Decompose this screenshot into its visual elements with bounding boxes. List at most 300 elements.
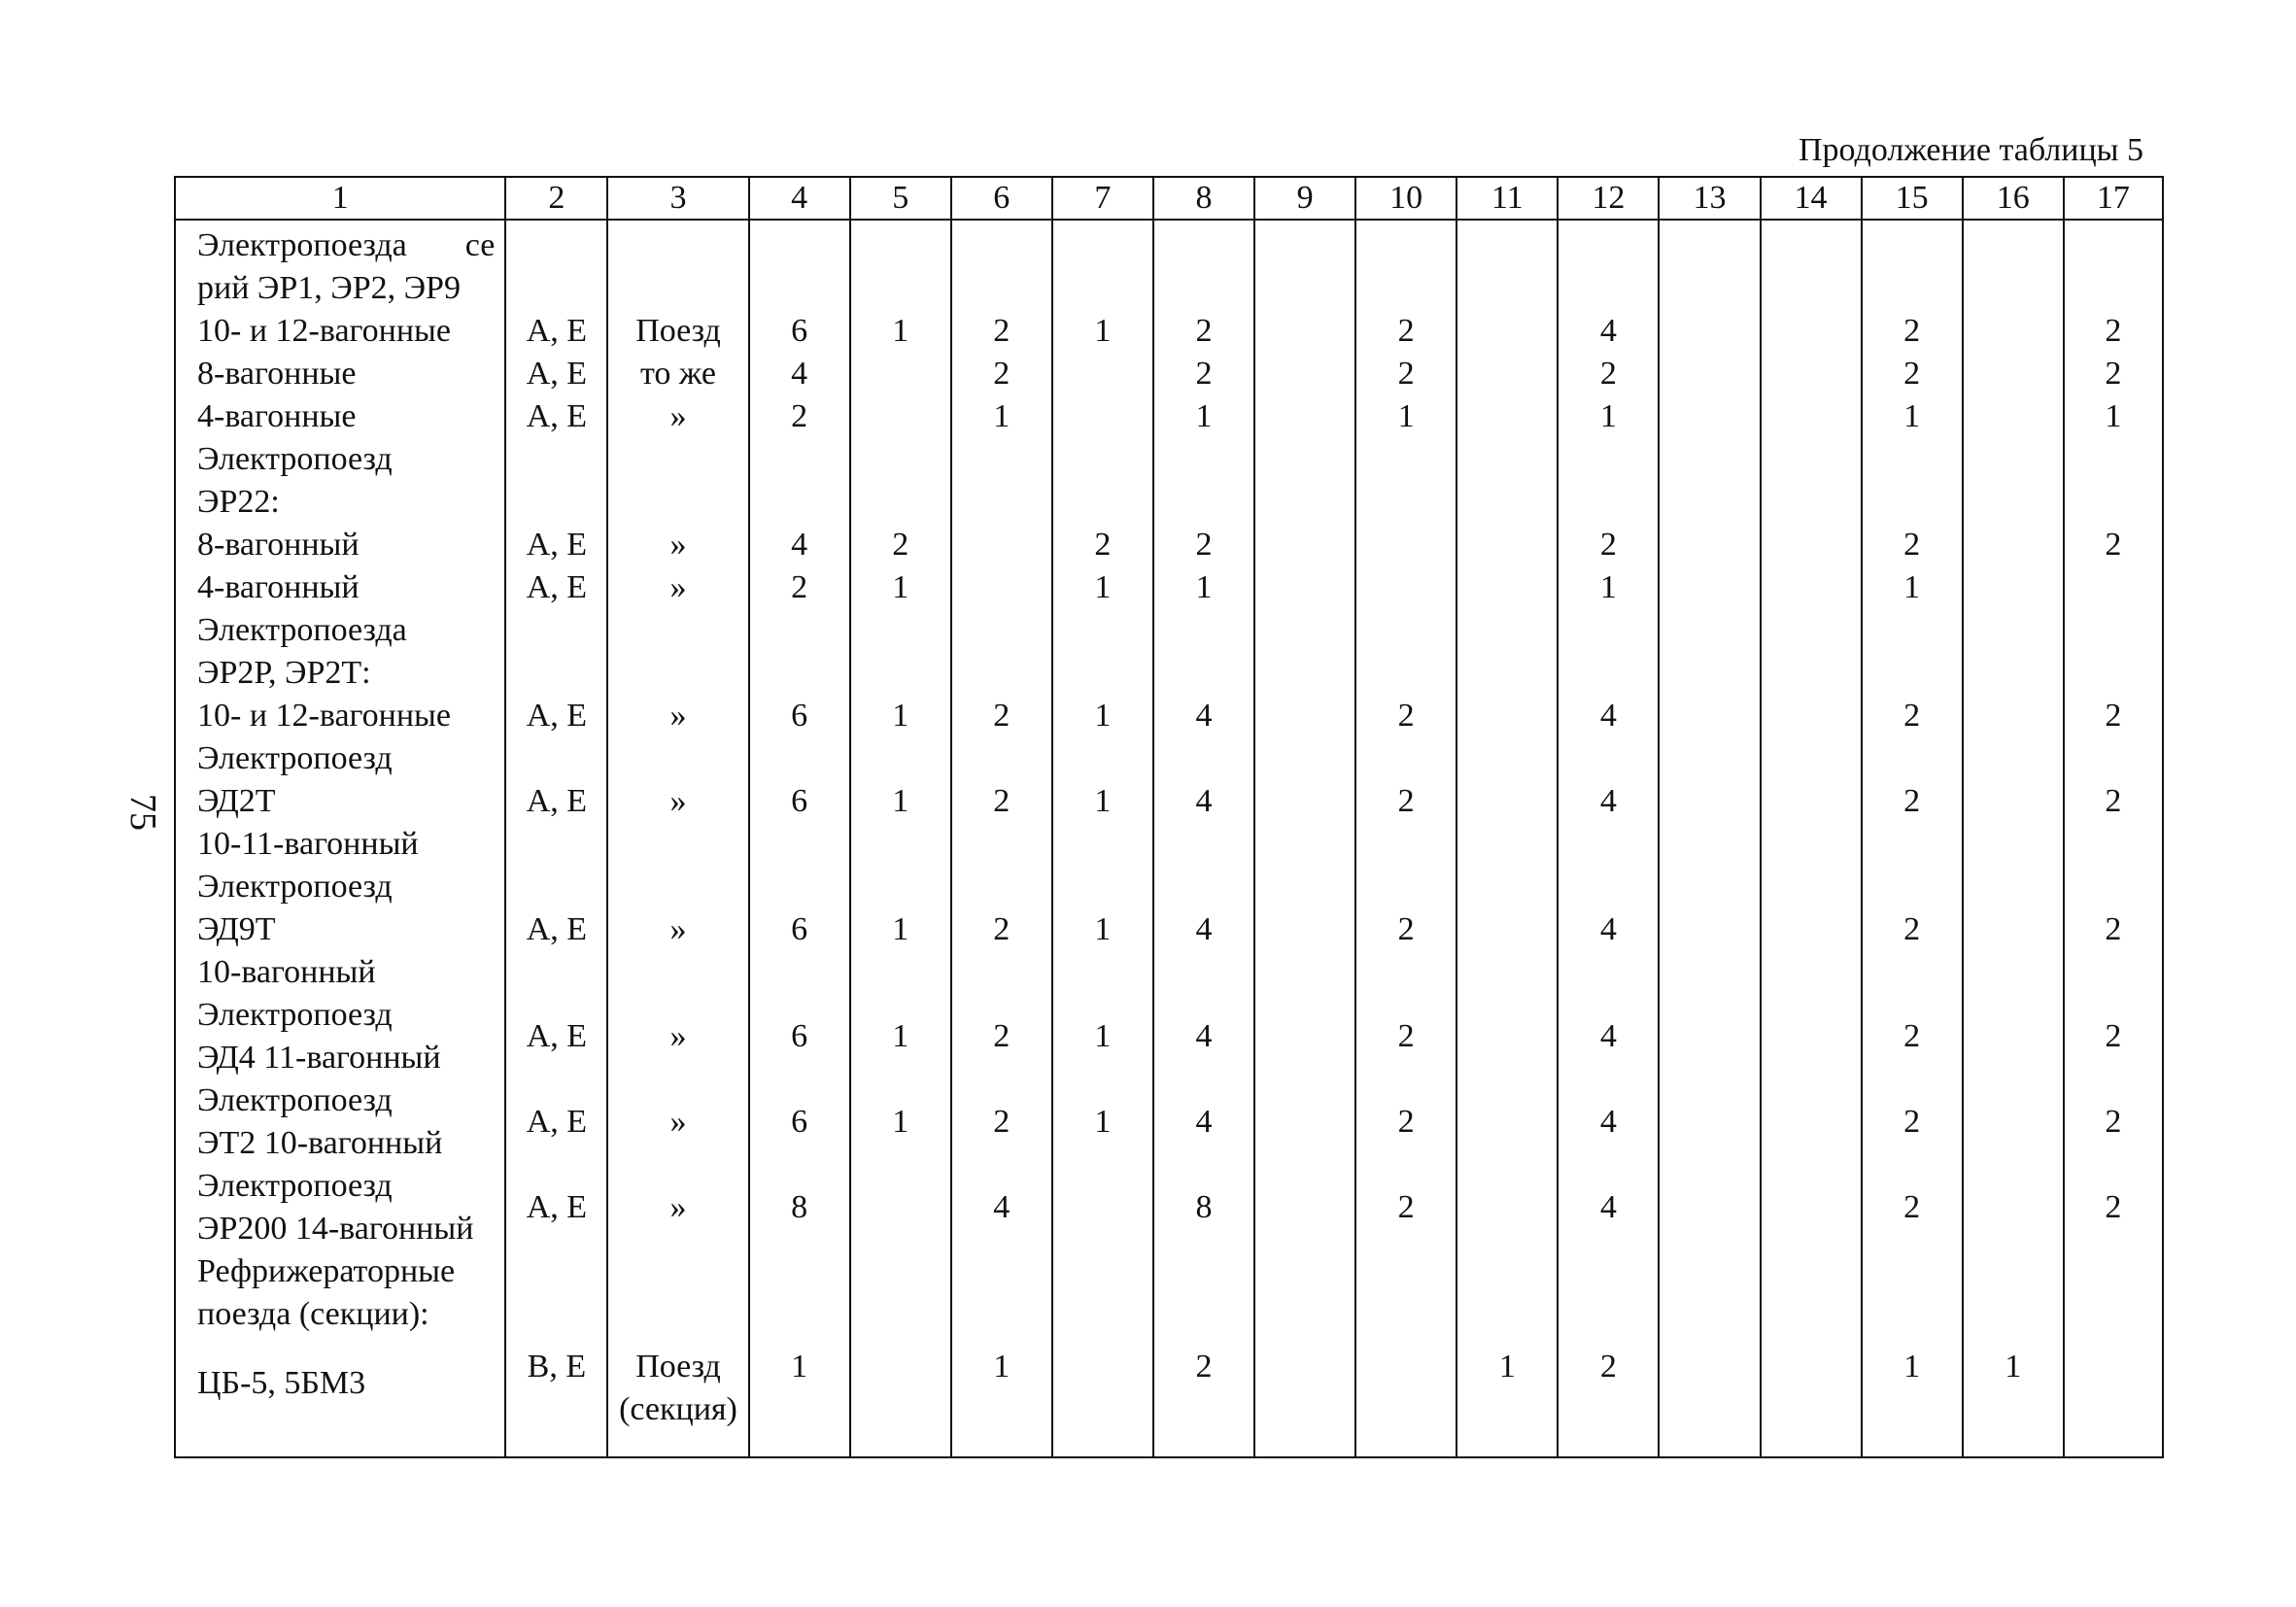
table-cell (607, 1250, 748, 1336)
col-header: 1 (175, 177, 505, 220)
table-cell: 1 (1052, 994, 1153, 1079)
table-cell (1963, 395, 2064, 438)
row-name (175, 737, 505, 866)
table-cell (1963, 1079, 2064, 1165)
table-cell: 2 (951, 737, 1052, 866)
row-name-line: ЦБ-5, 5БМ3 (197, 1365, 366, 1401)
table-cell (1963, 1250, 2064, 1336)
table-cell (1659, 566, 1760, 609)
table-cell: » (607, 566, 748, 609)
table-cell (1761, 220, 1862, 310)
table-cell (1963, 866, 2064, 994)
table-cell (1963, 695, 2064, 737)
table-cell: 2 (951, 1079, 1052, 1165)
table-cell: 1 (1862, 1336, 1963, 1457)
table-cell: то же (607, 353, 748, 395)
equipment-table (174, 176, 2164, 1458)
table-cell (1456, 395, 1558, 438)
table-cell (1456, 1079, 1558, 1165)
table-row (175, 524, 2163, 566)
table-cell: А, Е (505, 395, 607, 438)
row-name-line: Электропоезд (197, 1082, 393, 1118)
row-name (175, 310, 505, 353)
table-cell (1153, 609, 1254, 695)
table-cell: 1 (1052, 566, 1153, 609)
table-cell (505, 1250, 607, 1336)
table-cell (1254, 353, 1355, 395)
table-cell: 4 (1153, 1079, 1254, 1165)
table-cell (1761, 994, 1862, 1079)
table-cell (2064, 220, 2163, 310)
table-cell (1456, 609, 1558, 695)
table-cell (850, 1250, 951, 1336)
table-row (175, 994, 2163, 1079)
table-cell (1254, 438, 1355, 524)
row-name (175, 1165, 505, 1250)
table-cell: 4 (1558, 1079, 1659, 1165)
table-cell: 2 (749, 395, 850, 438)
table-cell (1052, 1250, 1153, 1336)
table-cell: 2 (1355, 695, 1456, 737)
row-name-line: 4-вагонный (197, 569, 360, 605)
table-cell: 6 (749, 737, 850, 866)
table-cell: 2 (1862, 1165, 1963, 1250)
table-cell: 4 (1558, 866, 1659, 994)
table-cell: » (607, 524, 748, 566)
col-header: 11 (1456, 177, 1558, 220)
table-cell: А, Е (505, 994, 607, 1079)
row-name (175, 1079, 505, 1165)
table-cell: 2 (1153, 524, 1254, 566)
table-cell: 1 (1862, 395, 1963, 438)
table-cell (1456, 353, 1558, 395)
table-cell: Поезд (607, 310, 748, 353)
table-cell (1659, 609, 1760, 695)
table-cell (505, 438, 607, 524)
row-name-line: ЭР22: (197, 484, 280, 520)
table-cell: 4 (749, 524, 850, 566)
table-cell (1862, 609, 1963, 695)
row-name (175, 353, 505, 395)
table-cell: 2 (1862, 524, 1963, 566)
row-name-line: ЭД9Т (197, 911, 276, 947)
table-cell: 2 (2064, 1165, 2163, 1250)
table-cell: 2 (951, 353, 1052, 395)
row-name (175, 438, 505, 524)
row-name (175, 695, 505, 737)
row-name-line: 8-вагонные (197, 356, 357, 392)
table-cell (505, 220, 607, 310)
table-cell (1862, 1250, 1963, 1336)
table-cell (1761, 395, 1862, 438)
table-cell: 2 (1355, 994, 1456, 1079)
table-cell (2064, 566, 2163, 609)
table-cell (749, 609, 850, 695)
table-cell: 8 (1153, 1165, 1254, 1250)
table-cell: » (607, 695, 748, 737)
table-cell (1963, 353, 2064, 395)
table-cell (607, 220, 748, 310)
row-name-line: 10-11-вагонный (197, 826, 419, 862)
table-cell (1659, 1165, 1760, 1250)
table-cell: 2 (1862, 1079, 1963, 1165)
table-cell (1659, 695, 1760, 737)
table-cell: 1 (1153, 395, 1254, 438)
table-cell (1963, 310, 2064, 353)
row-name-line: Электропоезд (197, 441, 393, 477)
col-header: 4 (749, 177, 850, 220)
table-cell (1254, 566, 1355, 609)
table-cell (1862, 438, 1963, 524)
table-cell: 4 (1153, 866, 1254, 994)
table-cell: 1 (850, 1079, 951, 1165)
table-cell: 2 (850, 524, 951, 566)
table-cell: 1 (951, 1336, 1052, 1457)
table-cell (749, 1250, 850, 1336)
col-header: 10 (1355, 177, 1456, 220)
table-cell: 2 (1355, 737, 1456, 866)
row-name-line: ЭД2Т (197, 783, 276, 819)
table-cell: 2 (2064, 310, 2163, 353)
table-cell (1456, 1165, 1558, 1250)
row-name (175, 566, 505, 609)
col-header: 14 (1761, 177, 1862, 220)
table-cell (1558, 438, 1659, 524)
table-cell (1355, 609, 1456, 695)
table-cell: 4 (1153, 737, 1254, 866)
table-cell (1963, 524, 2064, 566)
table-cell: 4 (951, 1165, 1052, 1250)
table-row (175, 737, 2163, 866)
table-row (175, 866, 2163, 994)
table-cell: 1 (2064, 395, 2163, 438)
table-cell: 2 (1355, 1079, 1456, 1165)
table-cell (1456, 695, 1558, 737)
table-cell (951, 524, 1052, 566)
table-cell (1052, 220, 1153, 310)
row-name-line: ЭТ2 10-вагонный (197, 1125, 443, 1161)
table-body (175, 220, 2163, 1457)
table-cell: А, Е (505, 1079, 607, 1165)
table-cell: 2 (1862, 353, 1963, 395)
table-cell: 2 (1862, 994, 1963, 1079)
row-name-line: Электропоезд (197, 869, 393, 905)
table-row (175, 609, 2163, 695)
row-name-line: ЭР2Р, ЭР2Т: (197, 655, 371, 691)
table-cell (1254, 609, 1355, 695)
table-cell: 1 (850, 866, 951, 994)
row-name-line: Электропоезд (197, 1168, 393, 1204)
table-cell (1052, 609, 1153, 695)
table-cell: 4 (1153, 695, 1254, 737)
table-cell: 4 (1558, 1165, 1659, 1250)
table-cell: 1 (1052, 695, 1153, 737)
table-cell: А, Е (505, 737, 607, 866)
table-cell (1254, 994, 1355, 1079)
table-cell: 2 (2064, 524, 2163, 566)
table-cell (1761, 1165, 1862, 1250)
table-cell (1659, 1250, 1760, 1336)
table-cell (1761, 1079, 1862, 1165)
table-cell: 2 (1558, 524, 1659, 566)
table-cell: » (607, 866, 748, 994)
table-cell (1254, 1250, 1355, 1336)
table-row (175, 395, 2163, 438)
table-cell: » (607, 395, 748, 438)
table-cell (1456, 310, 1558, 353)
col-header: 16 (1963, 177, 2064, 220)
table-cell (1456, 438, 1558, 524)
table-cell: 2 (951, 866, 1052, 994)
row-name (175, 220, 505, 310)
table-cell: 4 (1153, 994, 1254, 1079)
table-cell: 4 (1558, 737, 1659, 866)
table-cell (850, 220, 951, 310)
table-row (175, 1079, 2163, 1165)
table-cell (1963, 1165, 2064, 1250)
table-row (175, 695, 2163, 737)
table-caption: Продолжение таблицы 5 (1798, 132, 2143, 168)
table-cell: » (607, 1165, 748, 1250)
table-row (175, 438, 2163, 524)
table-cell (1456, 737, 1558, 866)
table-cell (1659, 395, 1760, 438)
table-cell: 1 (850, 994, 951, 1079)
table-cell (1659, 1336, 1760, 1457)
row-name (175, 524, 505, 566)
row-name (175, 1250, 505, 1336)
table-cell (1456, 524, 1558, 566)
header-row (175, 177, 2163, 220)
table-cell: А, Е (505, 310, 607, 353)
table-row (175, 310, 2163, 353)
table-cell: 4 (1558, 695, 1659, 737)
row-name-line: 10- и 12-вагонные (197, 698, 451, 734)
row-name (175, 994, 505, 1079)
table-cell (951, 1250, 1052, 1336)
table-cell (1355, 220, 1456, 310)
row-name-line: Электропоезд (197, 997, 393, 1033)
row-name-line (197, 224, 504, 267)
table-cell: 2 (951, 994, 1052, 1079)
table-cell (1558, 609, 1659, 695)
table-cell: 1 (1052, 1079, 1153, 1165)
table-row (175, 353, 2163, 395)
row-name-line: поезда (секции): (197, 1296, 429, 1332)
table-cell (1052, 353, 1153, 395)
table-cell (1153, 220, 1254, 310)
table-cell (1355, 524, 1456, 566)
table-cell (1456, 1250, 1558, 1336)
row-name-line: рий ЭР1, ЭР2, ЭР9 (197, 270, 461, 306)
table-cell (1052, 1336, 1153, 1457)
table-cell: 2 (2064, 994, 2163, 1079)
table-cell: 4 (1558, 994, 1659, 1079)
col-header: 17 (2064, 177, 2163, 220)
table-cell (1456, 220, 1558, 310)
table-cell (505, 609, 607, 695)
table-cell: А, Е (505, 524, 607, 566)
table-cell (2064, 609, 2163, 695)
table-cell: 2 (2064, 695, 2163, 737)
table-cell: » (607, 1079, 748, 1165)
row-name-line: Рефрижераторные (197, 1253, 456, 1289)
table-cell (1659, 737, 1760, 866)
table-cell: В, Е (505, 1336, 607, 1457)
table-cell: 2 (1558, 353, 1659, 395)
table-cell: 2 (1558, 1336, 1659, 1457)
table-cell: 2 (749, 566, 850, 609)
row-name-line: 10- и 12-вагонные (197, 313, 451, 349)
table-cell (1254, 695, 1355, 737)
table-cell (1761, 866, 1862, 994)
row-name-line: 4-вагонные (197, 398, 357, 434)
table-cell (1761, 1336, 1862, 1457)
table-cell (1254, 1336, 1355, 1457)
row-name-line: Электропоезд (197, 740, 393, 776)
table-cell: 6 (749, 1079, 850, 1165)
table-cell (1153, 1250, 1254, 1336)
table-cell: 1 (1052, 866, 1153, 994)
table-cell (1963, 994, 2064, 1079)
row-name-line: ЭД4 11-вагонный (197, 1040, 441, 1076)
table-cell: 8 (749, 1165, 850, 1250)
table-cell (1355, 438, 1456, 524)
table-cell: » (607, 994, 748, 1079)
table-cell: А, Е (505, 866, 607, 994)
table-cell (1254, 866, 1355, 994)
table-cell (951, 566, 1052, 609)
table-cell (951, 220, 1052, 310)
table-cell (1761, 310, 1862, 353)
table-cell (1761, 1250, 1862, 1336)
row-name-line: ЭР200 14-вагонный (197, 1211, 474, 1247)
table-cell: 1 (951, 395, 1052, 438)
table-cell: 2 (2064, 737, 2163, 866)
table-cell (2064, 438, 2163, 524)
row-name-line: 8-вагонный (197, 527, 360, 563)
table-cell: 2 (1355, 310, 1456, 353)
table-cell: 2 (1862, 695, 1963, 737)
table-cell (1659, 866, 1760, 994)
table-cell (1355, 1250, 1456, 1336)
table-cell: А, Е (505, 566, 607, 609)
table-cell (2064, 1336, 2163, 1457)
table-cell: 2 (1153, 310, 1254, 353)
table-cell (850, 395, 951, 438)
table-cell (1254, 310, 1355, 353)
table-cell (1456, 566, 1558, 609)
table-cell (1659, 220, 1760, 310)
table-cell (1659, 1079, 1760, 1165)
table-cell (1355, 1336, 1456, 1457)
table-row (175, 1250, 2163, 1336)
table-cell: 2 (1862, 866, 1963, 994)
table-cell (1761, 524, 1862, 566)
table-cell (749, 438, 850, 524)
table-cell: 1 (1456, 1336, 1558, 1457)
table-cell (1659, 353, 1760, 395)
row-name-line: Электропоезда (197, 612, 407, 648)
col-header: 3 (607, 177, 748, 220)
table-cell: 1 (1963, 1336, 2064, 1457)
table-cell: 4 (749, 353, 850, 395)
table-row (175, 1336, 2163, 1457)
table-cell (1456, 866, 1558, 994)
table-cell (1963, 438, 2064, 524)
table-cell (1963, 220, 2064, 310)
table-cell (1862, 220, 1963, 310)
table-cell: 6 (749, 310, 850, 353)
table-cell (607, 609, 748, 695)
table-cell (1659, 310, 1760, 353)
table-cell (1963, 609, 2064, 695)
row-name (175, 1336, 505, 1457)
table-cell (951, 609, 1052, 695)
table-cell (607, 438, 748, 524)
table-cell: » (607, 737, 748, 866)
col-header: 5 (850, 177, 951, 220)
table-cell (951, 438, 1052, 524)
table-cell (1761, 737, 1862, 866)
table-cell: 2 (2064, 353, 2163, 395)
table-cell (1052, 1165, 1153, 1250)
table-cell (1558, 1250, 1659, 1336)
table-cell: 2 (1153, 353, 1254, 395)
table-cell (850, 1336, 951, 1457)
table-cell (1052, 395, 1153, 438)
table-cell (850, 1165, 951, 1250)
table-cell: 2 (1052, 524, 1153, 566)
table-cell (1558, 220, 1659, 310)
col-header: 12 (1558, 177, 1659, 220)
table-cell: 1 (1558, 395, 1659, 438)
table-cell (1761, 609, 1862, 695)
table-cell (1254, 1165, 1355, 1250)
col-header: 6 (951, 177, 1052, 220)
col-header: 15 (1862, 177, 1963, 220)
table-cell (1254, 1079, 1355, 1165)
table-cell (1254, 395, 1355, 438)
table-cell (850, 353, 951, 395)
table-cell: 6 (749, 866, 850, 994)
table-cell: А, Е (505, 353, 607, 395)
table-cell: А, Е (505, 1165, 607, 1250)
table-cell (850, 438, 951, 524)
table-cell (1254, 737, 1355, 866)
row-name-word: Электропоезда (197, 227, 407, 263)
table-cell (1761, 566, 1862, 609)
table-cell: 2 (1355, 353, 1456, 395)
table-cell: 2 (1355, 1165, 1456, 1250)
col-header: 2 (505, 177, 607, 220)
table-cell: 1 (1355, 395, 1456, 438)
table-cell: 1 (1862, 566, 1963, 609)
table-cell (1153, 438, 1254, 524)
table-cell (1761, 695, 1862, 737)
table-row (175, 220, 2163, 310)
table-cell: 2 (951, 310, 1052, 353)
row-name (175, 395, 505, 438)
table-cell (1963, 566, 2064, 609)
col-header: 9 (1254, 177, 1355, 220)
row-name (175, 609, 505, 695)
table-cell (749, 220, 850, 310)
table-cell: 4 (1558, 310, 1659, 353)
table-cell: 6 (749, 994, 850, 1079)
table-cell (2064, 1250, 2163, 1336)
table-cell: 2 (1862, 737, 1963, 866)
